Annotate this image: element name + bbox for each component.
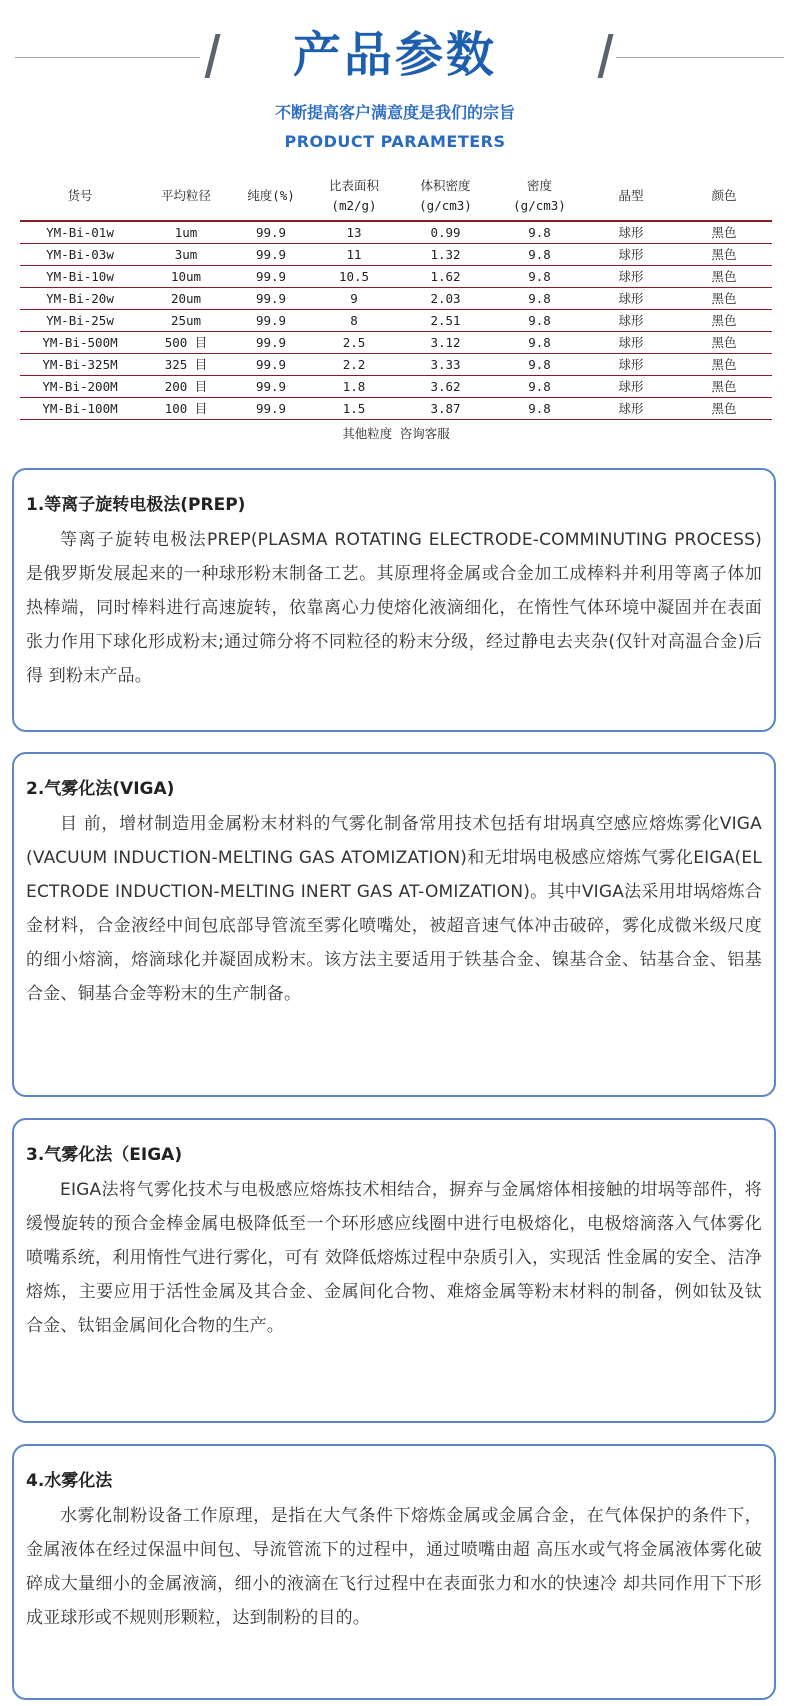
page-subtitle-en: PRODUCT PARAMETERS (284, 132, 506, 151)
table-row (20, 375, 772, 397)
parameters-table (20, 171, 772, 420)
table-cell: 1um (140, 221, 232, 243)
section-body: EIGA法将气雾化技术与电极感应熔炼技术相结合，摒弃与金属熔体相接触的坩埚等部件，将缓慢旋转的预合金棒金属电极降低至一个环形感应线圈中进行电极熔化，电极熔滴落入气体雾化喷嘴系统，利用惰性气进行雾化，可有 效降低熔炼过程中杂质引入，实现活 性金属的安全、洁净熔炼，主要应用于活性金属及其合金、金属间化合物、难熔金属等粉末材料的制备，例如钛及钛合金、钛铝金属间化合物的生产。 (26, 1180, 762, 1336)
table-cell: 9.8 (493, 287, 586, 309)
table-cell: 1.8 (310, 375, 398, 397)
table-cell: YM-Bi-200M (20, 375, 140, 397)
section-title: 2.气雾化法(VIGA) (26, 779, 175, 799)
table-cell: 99.9 (232, 265, 310, 287)
column-header: 货号 (20, 171, 140, 221)
section-title: 1.等离子旋转电极法(PREP) (26, 495, 246, 515)
page-title: 产品参数 (292, 27, 497, 83)
table-cell: 9.8 (493, 265, 586, 287)
table-cell: YM-Bi-03w (20, 243, 140, 265)
section-body: 水雾化制粉设备工作原理，是指在大气条件下熔炼金属或金属合金，在气体保护的条件下，金属液体在经过保温中间包、导流管流下的过程中，通过喷嘴由超 高压水或气将金属液体雾化破碎成大量细小的金属液滴，细小的液滴在飞行过程中在表面张力和水的快速冷 却共同作用下下形成亚球形或不规则形颗粒，达到制粉的目的。 (26, 1506, 762, 1628)
table-cell: 9.8 (493, 397, 586, 419)
table-cell: 0.99 (398, 221, 493, 243)
table-row (20, 397, 772, 419)
column-header: 颜色 (676, 171, 772, 221)
table-cell: 99.9 (232, 221, 310, 243)
table-cell: 黑色 (676, 265, 772, 287)
table-cell: 1.32 (398, 243, 493, 265)
table-cell: 球形 (586, 287, 676, 309)
table-row (20, 331, 772, 353)
table-cell: 3.62 (398, 375, 493, 397)
table-cell: 黑色 (676, 353, 772, 375)
table-cell: 球形 (586, 353, 676, 375)
section-card-viga (12, 752, 776, 1097)
table-cell: 25um (140, 309, 232, 331)
table-cell: 99.9 (232, 331, 310, 353)
table-cell: 黑色 (676, 221, 772, 243)
table-cell: 3um (140, 243, 232, 265)
table-cell: 9.8 (493, 353, 586, 375)
table-cell: 2.51 (398, 309, 493, 331)
table-body (20, 221, 772, 419)
table-cell: 99.9 (232, 309, 310, 331)
table-cell: 球形 (586, 397, 676, 419)
table-cell: 10.5 (310, 265, 398, 287)
table-cell: YM-Bi-10w (20, 265, 140, 287)
section-body: 目 前，增材制造用金属粉末材料的气雾化制备常用技术包括有坩埚真空感应熔炼雾化VIGA(VACUUM INDUCTION-MELTING GAS ATOMIZATION)和无坩埚电极感应熔炼气雾化EIGA(ELECTRODE INDUCTION-MELTING INERT GAS AT-OMIZATION)。其中VIGA法采用坩埚熔炼合金材料，合金液经中间包底部导管流至雾化喷嘴处，被超音速气体冲击破碎，雾化成微米级尺度的细小熔滴，熔滴球化并凝固成粉末。该方法主要适用于铁基合金、镍基合金、钴基合金、铝基合金、铜基合金等粉末的生产制备。 (26, 814, 762, 1004)
table-cell: 99.9 (232, 375, 310, 397)
section-body: 等离子旋转电极法PREP(PLASMA ROTATING ELECTRODE-COMMINUTING PROCESS)是俄罗斯发展起来的一种球形粉末制备工艺。其原理将金属或合金加工成棒料并利用等离子体加热棒端，同时棒料进行高速旋转，依靠离心力使熔化液滴细化，在惰性气体环境中凝固并在表面张力作用下球化形成粉末;通过筛分将不同粒径的粉末分级，经过静电去夹杂(仅针对高温合金)后得 到粉末产品。 (26, 530, 762, 686)
table-cell: 9.8 (493, 375, 586, 397)
table-header-row (20, 171, 772, 221)
page-subtitle: 不断提高客户满意度是我们的宗旨 (274, 103, 515, 122)
table-cell: 99.9 (232, 243, 310, 265)
table-cell: 黑色 (676, 331, 772, 353)
table-cell: 3.12 (398, 331, 493, 353)
table-cell: 13 (310, 221, 398, 243)
table-cell: 8 (310, 309, 398, 331)
table-cell: 球形 (586, 243, 676, 265)
table-cell: 9.8 (493, 243, 586, 265)
column-header: 纯度(%) (232, 171, 310, 221)
table-row (20, 265, 772, 287)
table-row (20, 287, 772, 309)
table-cell: 3.87 (398, 397, 493, 419)
table-note: 其他粒度 咨询客服 (342, 425, 450, 441)
table-cell: 20um (140, 287, 232, 309)
table-cell: 99.9 (232, 397, 310, 419)
table-cell: 11 (310, 243, 398, 265)
table-cell: 99.9 (232, 353, 310, 375)
column-header: 体积密度 (g/cm3) (398, 171, 493, 221)
table-cell: 球形 (586, 331, 676, 353)
table-cell: 2.2 (310, 353, 398, 375)
table-cell: 球形 (586, 221, 676, 243)
table-cell: 500 目 (140, 331, 232, 353)
table-cell: 9 (310, 287, 398, 309)
table-cell: 9.8 (493, 331, 586, 353)
table-cell: 200 目 (140, 375, 232, 397)
table-cell: 3.33 (398, 353, 493, 375)
column-header: 密度 (g/cm3) (493, 171, 586, 221)
column-header: 平均粒径 (140, 171, 232, 221)
table-cell: 球形 (586, 265, 676, 287)
table-row (20, 353, 772, 375)
table-cell: YM-Bi-325M (20, 353, 140, 375)
table-cell: 黑色 (676, 243, 772, 265)
page-header (0, 0, 790, 165)
table-cell: 1.5 (310, 397, 398, 419)
table-cell: 10um (140, 265, 232, 287)
table-row (20, 221, 772, 243)
table-cell: 99.9 (232, 287, 310, 309)
table-cell: 黑色 (676, 309, 772, 331)
column-header: 比表面积 (m2/g) (310, 171, 398, 221)
section-card-prep (12, 468, 776, 732)
table-cell: YM-Bi-25w (20, 309, 140, 331)
parameters-table-section (20, 171, 772, 442)
section-card-eiga (12, 1118, 776, 1423)
header-rule-right (616, 57, 784, 58)
column-header: 晶型 (586, 171, 676, 221)
section-card-water-atomization (12, 1444, 776, 1700)
table-cell: 2.5 (310, 331, 398, 353)
table-cell: 黑色 (676, 397, 772, 419)
table-cell: 9.8 (493, 309, 586, 331)
table-cell: 1.62 (398, 265, 493, 287)
table-cell: YM-Bi-500M (20, 331, 140, 353)
table-cell: 黑色 (676, 287, 772, 309)
table-cell: 黑色 (676, 375, 772, 397)
table-row (20, 309, 772, 331)
table-row (20, 243, 772, 265)
table-cell: 9.8 (493, 221, 586, 243)
table-cell: YM-Bi-01w (20, 221, 140, 243)
section-title: 3.气雾化法（EIGA) (26, 1145, 183, 1165)
table-cell: 球形 (586, 375, 676, 397)
table-cell: YM-Bi-20w (20, 287, 140, 309)
table-cell: 100 目 (140, 397, 232, 419)
table-cell: 球形 (586, 309, 676, 331)
table-cell: YM-Bi-100M (20, 397, 140, 419)
section-title: 4.水雾化法 (26, 1471, 113, 1491)
table-cell: 2.03 (398, 287, 493, 309)
table-cell: 325 目 (140, 353, 232, 375)
